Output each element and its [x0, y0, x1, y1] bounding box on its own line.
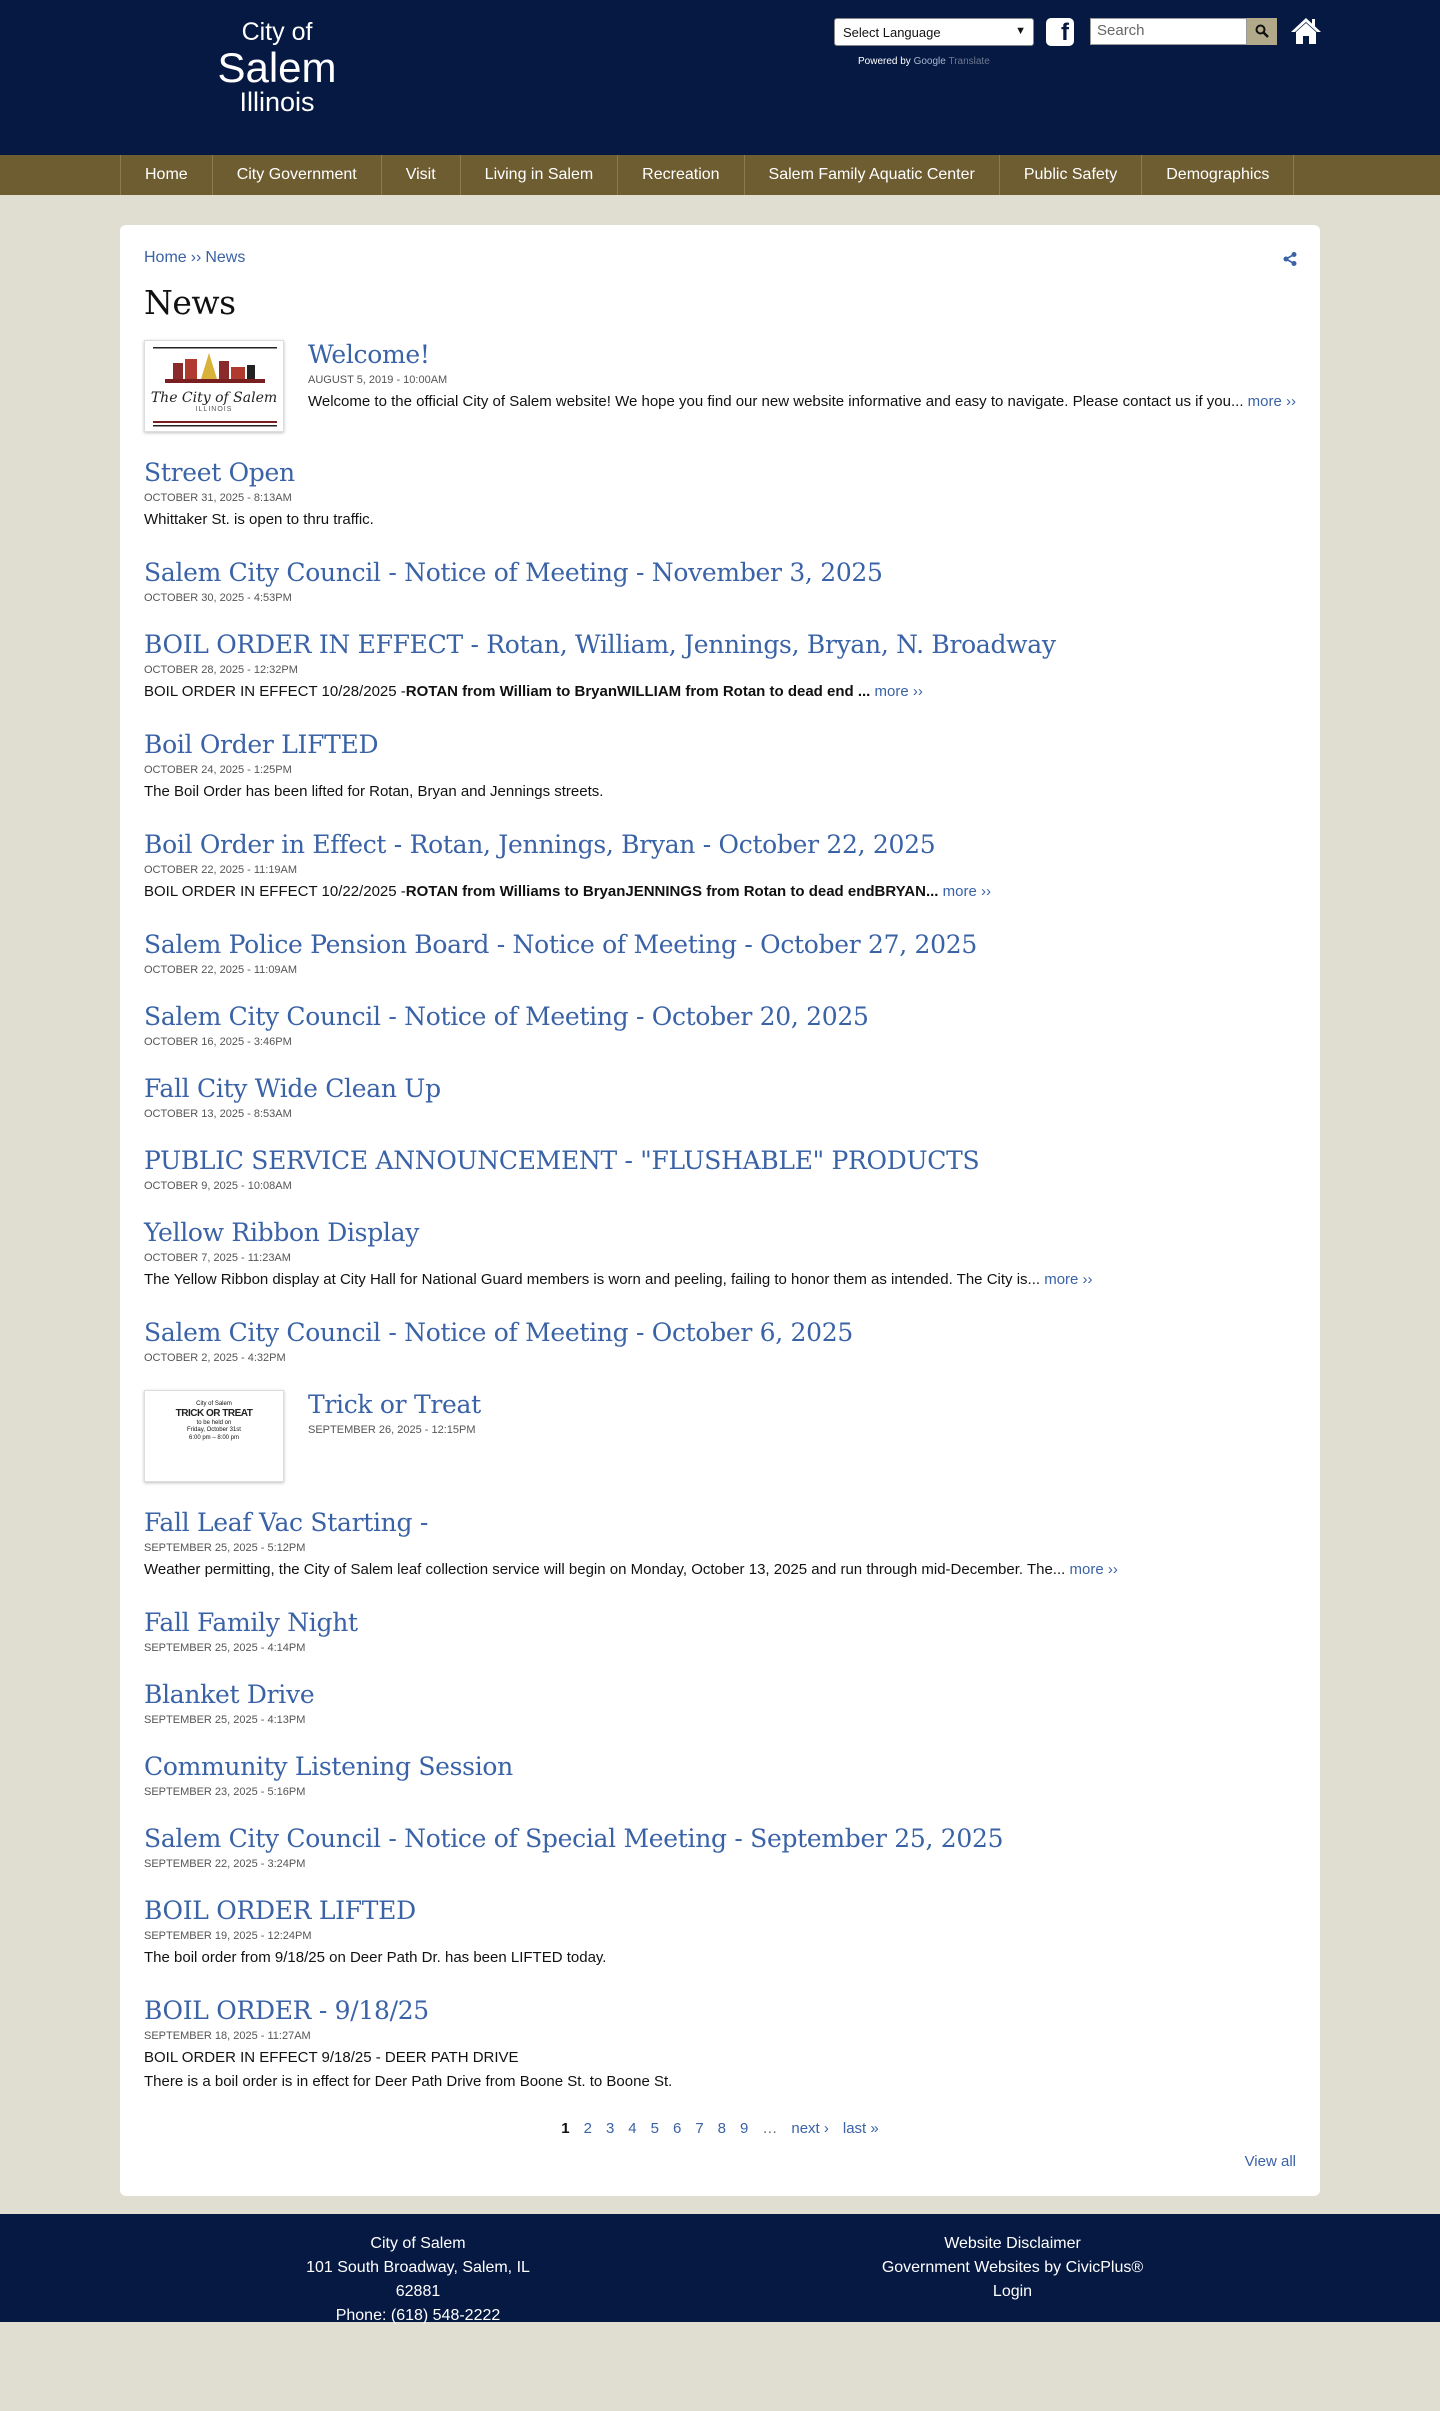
- news-title-link[interactable]: Salem City Council - Notice of Meeting - October 20, 2025: [144, 1002, 869, 1031]
- news-item: [144, 1680, 1296, 1726]
- thumb-caption: The City of Salem: [150, 390, 278, 406]
- news-content: [144, 1752, 1296, 1798]
- news-date: OCTOBER 22, 2025 - 11:19AM: [144, 864, 298, 876]
- news-content: [308, 340, 1296, 432]
- facebook-icon[interactable]: f: [1046, 18, 1074, 46]
- read-more-link[interactable]: more ››: [874, 683, 923, 700]
- thumb-line: Friday, October 31st: [187, 1427, 241, 1434]
- news-content: [144, 1608, 1296, 1654]
- thumb-subcaption: ILLINOIS: [195, 406, 233, 413]
- news-summary: [144, 880, 1296, 904]
- news-title-link[interactable]: Salem City Council - Notice of Meeting - October 6, 2025: [144, 1318, 853, 1347]
- news-content: [144, 1074, 1296, 1120]
- pager-page-link[interactable]: 7: [695, 2120, 704, 2137]
- news-date: OCTOBER 24, 2025 - 1:25PM: [144, 764, 292, 776]
- thumb-line: City of Salem: [196, 1401, 232, 1407]
- news-summary-text: Welcome to the official City of Salem website! We hope you find our new website informative and easy to navigate. Please contact us if you...: [308, 393, 1244, 410]
- nav-item[interactable]: Living in Salem: [461, 155, 619, 195]
- news-item: [144, 1896, 1296, 1970]
- breadcrumb-home[interactable]: Home: [144, 249, 187, 266]
- news-title-link[interactable]: Fall City Wide Clean Up: [144, 1074, 441, 1103]
- footer-links: [860, 2232, 1165, 2304]
- news-date: SEPTEMBER 25, 2025 - 5:12PM: [144, 1542, 306, 1554]
- news-summary: [144, 1558, 1296, 1582]
- news-item: [144, 830, 1296, 904]
- news-summary-text: The boil order from 9/18/25 on Deer Path Dr. has been LIFTED today.: [144, 1949, 607, 1966]
- logo-line-salem: Salem: [217, 44, 337, 91]
- news-item: [144, 458, 1296, 532]
- news-content: [144, 1002, 1296, 1048]
- nav-item[interactable]: Salem Family Aquatic Center: [745, 155, 1000, 195]
- home-icon[interactable]: [1290, 16, 1322, 46]
- news-title-link[interactable]: Salem City Council - Notice of Meeting - November 3, 2025: [144, 558, 883, 587]
- pager-current-page: 1: [561, 2120, 570, 2137]
- news-item: [144, 1146, 1296, 1192]
- nav-item[interactable]: Public Safety: [1000, 155, 1142, 195]
- footer-contact: [282, 2232, 554, 2328]
- pager-last-link[interactable]: last »: [842, 2120, 879, 2137]
- nav-item[interactable]: Demographics: [1142, 155, 1294, 195]
- news-date: OCTOBER 16, 2025 - 3:46PM: [144, 1036, 292, 1048]
- news-content: [144, 1896, 1296, 1970]
- breadcrumb-news[interactable]: News: [205, 249, 246, 266]
- news-content: [144, 1146, 1296, 1192]
- news-content: [144, 630, 1296, 704]
- news-item: [144, 930, 1296, 976]
- site-logo[interactable]: [212, 20, 342, 116]
- news-content: [144, 1218, 1296, 1292]
- news-content: [144, 1824, 1296, 1870]
- news-summary-text: Whittaker St. is open to thru traffic.: [144, 511, 374, 528]
- pager-page-link[interactable]: 2: [583, 2120, 592, 2137]
- news-content: [144, 1680, 1296, 1726]
- news-title-link[interactable]: Community Listening Session: [144, 1752, 513, 1781]
- news-title-link[interactable]: Street Open: [144, 458, 295, 487]
- news-date: OCTOBER 31, 2025 - 8:13AM: [144, 492, 292, 504]
- news-summary-text: BOIL ORDER IN EFFECT 10/28/2025 -: [144, 683, 406, 700]
- news-content: [144, 458, 1296, 532]
- read-more-link[interactable]: more ››: [942, 883, 991, 900]
- search-icon: [1255, 24, 1269, 38]
- footer-phone: Phone: (618) 548-2222: [335, 2307, 501, 2324]
- news-item: [144, 630, 1296, 704]
- pager-page-link[interactable]: 6: [672, 2120, 682, 2137]
- news-summary-text: The Yellow Ribbon display at City Hall for National Guard members is worn and peeling, failing to honor them as intended. The City is...: [144, 1271, 1041, 1288]
- nav-item[interactable]: Recreation: [618, 155, 744, 195]
- news-date: SEPTEMBER 25, 2025 - 4:14PM: [144, 1642, 306, 1654]
- pager-page-link[interactable]: 5: [650, 2120, 659, 2137]
- news-item: [144, 730, 1296, 804]
- search-placeholder: Search: [1097, 22, 1145, 39]
- pagination: [144, 2120, 1296, 2137]
- civicplus-link[interactable]: Government Websites by CivicPlus®: [881, 2259, 1144, 2276]
- logo-line-illinois: Illinois: [239, 87, 315, 117]
- news-date: SEPTEMBER 19, 2025 - 12:24PM: [144, 1930, 312, 1942]
- login-link[interactable]: Login: [992, 2283, 1033, 2300]
- news-title-link[interactable]: BOIL ORDER IN EFFECT - Rotan, William, Jennings, Bryan, N. Broadway: [144, 630, 1056, 659]
- pager-ellipsis: …: [762, 2120, 778, 2137]
- news-item: [144, 558, 1296, 604]
- pager-page-link[interactable]: 4: [628, 2120, 637, 2137]
- share-icon[interactable]: [1282, 251, 1298, 267]
- news-title-link[interactable]: Fall Family Night: [144, 1608, 358, 1637]
- main-nav: [0, 155, 1440, 195]
- news-content: [144, 830, 1296, 904]
- news-list: [144, 340, 1296, 2094]
- news-date: AUGUST 5, 2019 - 10:00AM: [308, 374, 448, 386]
- news-content: [144, 1996, 1296, 2094]
- news-summary-line2: There is a boil order is in effect for Deer Path Drive from Boone St. to Boone St.: [144, 2073, 673, 2090]
- thumb-line: TRICK OR TREAT: [175, 1408, 253, 1420]
- news-date: OCTOBER 13, 2025 - 8:53AM: [144, 1108, 292, 1120]
- view-all-wrap: [144, 2153, 1296, 2170]
- news-item: [144, 1824, 1296, 1870]
- news-item: [144, 1608, 1296, 1654]
- news-content: [144, 1508, 1296, 1582]
- news-summary-text: The Boil Order has been lifted for Rotan, Bryan and Jennings streets.: [144, 783, 604, 800]
- news-content: [144, 930, 1296, 976]
- news-item: [144, 1996, 1296, 2094]
- news-thumbnail[interactable]: [144, 340, 284, 432]
- news-summary-text: BOIL ORDER IN EFFECT 9/18/25 - DEER PATH DRIVE: [144, 2049, 519, 2066]
- news-summary-text: BOIL ORDER IN EFFECT 10/22/2025 -: [144, 883, 406, 900]
- read-more-link[interactable]: more ››: [1247, 393, 1297, 410]
- language-select-value: Select Language: [843, 25, 941, 40]
- city-skyline-image: [145, 341, 284, 432]
- news-thumbnail[interactable]: [144, 1390, 284, 1482]
- news-item: [144, 1318, 1296, 1364]
- news-title-link[interactable]: BOIL ORDER - 9/18/25: [144, 1996, 429, 2025]
- read-more-link[interactable]: more ››: [1069, 1561, 1118, 1578]
- news-content: [308, 1390, 481, 1482]
- news-title-link[interactable]: Welcome!: [308, 340, 430, 369]
- news-summary: [308, 390, 1296, 414]
- chevron-down-icon: ▼: [1015, 25, 1026, 37]
- news-title-link[interactable]: Salem City Council - Notice of Special Meeting - September 25, 2025: [144, 1824, 1004, 1853]
- thumb-line: 6:00 pm – 8:00 pm: [188, 1434, 240, 1441]
- news-summary: [144, 780, 1296, 804]
- news-content: [144, 730, 1296, 804]
- breadcrumb: [144, 249, 1296, 269]
- news-title-link[interactable]: BOIL ORDER LIFTED: [144, 1896, 416, 1925]
- news-title-link[interactable]: Boil Order LIFTED: [144, 730, 379, 759]
- breadcrumb-separator: ››: [190, 249, 202, 266]
- news-summary: [144, 1268, 1296, 1292]
- news-date: OCTOBER 28, 2025 - 12:32PM: [144, 664, 298, 676]
- search-button[interactable]: [1247, 18, 1277, 45]
- news-title-link[interactable]: PUBLIC SERVICE ANNOUNCEMENT - "FLUSHABLE" PRODUCTS: [144, 1146, 980, 1175]
- footer-bottom-strip: [0, 2322, 1440, 2330]
- powered-by-google-translate: [858, 56, 990, 67]
- news-item: [144, 1752, 1296, 1798]
- news-title-link[interactable]: Yellow Ribbon Display: [144, 1218, 420, 1247]
- view-all-link[interactable]: View all: [1244, 2153, 1296, 2170]
- news-date: SEPTEMBER 22, 2025 - 3:24PM: [144, 1858, 306, 1870]
- news-date: OCTOBER 22, 2025 - 11:09AM: [144, 964, 298, 976]
- news-card: [120, 225, 1320, 2196]
- nav-item[interactable]: Visit: [382, 155, 461, 195]
- website-disclaimer-link[interactable]: Website Disclaimer: [944, 2235, 1081, 2252]
- news-item: [144, 1074, 1296, 1120]
- news-title-link[interactable]: Salem Police Pension Board - Notice of Meeting - October 27, 2025: [144, 930, 977, 959]
- news-content: [144, 558, 1296, 604]
- news-content: [144, 1318, 1296, 1364]
- main-content: [0, 195, 1440, 2214]
- news-item: [144, 340, 1296, 432]
- search-input[interactable]: [1090, 18, 1247, 45]
- news-date: SEPTEMBER 25, 2025 - 4:13PM: [144, 1714, 306, 1726]
- news-summary-bold: ROTAN from William to BryanWILLIAM from Rotan to dead end ...: [405, 683, 871, 700]
- thumb-line: to be held on: [196, 1420, 232, 1427]
- news-title-link[interactable]: Trick or Treat: [308, 1390, 481, 1419]
- read-more-link[interactable]: more ››: [1044, 1271, 1093, 1288]
- news-date: OCTOBER 7, 2025 - 11:23AM: [144, 1252, 291, 1264]
- news-date: SEPTEMBER 18, 2025 - 11:27AM: [144, 2030, 311, 2042]
- site-footer: [0, 2214, 1440, 2322]
- news-summary: [144, 680, 1296, 704]
- language-select[interactable]: [834, 18, 1034, 46]
- news-summary-text: Weather permitting, the City of Salem leaf collection service will begin on Monday, October 13, 2025 and run through mid-December. The...: [144, 1561, 1066, 1578]
- news-date: SEPTEMBER 23, 2025 - 5:16PM: [144, 1786, 306, 1798]
- translate-link[interactable]: Translate: [948, 56, 990, 67]
- news-summary-bold: ROTAN from Williams to BryanJENNINGS from Rotan to dead endBRYAN...: [405, 883, 939, 900]
- google-wordmark: Google: [913, 56, 946, 67]
- news-item: [144, 1508, 1296, 1582]
- powered-by-label: Powered by: [858, 56, 911, 67]
- nav-item[interactable]: City Government: [213, 155, 382, 195]
- news-date: OCTOBER 9, 2025 - 10:08AM: [144, 1180, 292, 1192]
- pager-page-link[interactable]: 8: [717, 2120, 727, 2137]
- news-summary: [144, 508, 1296, 532]
- pager-next-link[interactable]: next ›: [791, 2120, 829, 2137]
- page-title: News: [144, 283, 236, 322]
- news-title-link[interactable]: Boil Order in Effect - Rotan, Jennings, Bryan - October 22, 2025: [144, 830, 936, 859]
- news-summary: [144, 2046, 1296, 2070]
- news-item: [144, 1390, 1296, 1482]
- news-date: SEPTEMBER 26, 2025 - 12:15PM: [308, 1424, 476, 1436]
- nav-item[interactable]: Home: [121, 155, 213, 195]
- news-date: OCTOBER 2, 2025 - 4:32PM: [144, 1352, 286, 1364]
- news-summary: [144, 1946, 1296, 1970]
- footer-address: 101 South Broadway, Salem, IL 62881: [306, 2259, 530, 2300]
- main-nav-list: [120, 155, 1294, 195]
- news-item: [144, 1218, 1296, 1292]
- news-title-link[interactable]: Fall Leaf Vac Starting -: [144, 1508, 428, 1537]
- footer-city-name: City of Salem: [370, 2235, 466, 2252]
- logo-line-city-of: City of: [241, 18, 313, 46]
- pager-page-link[interactable]: 9: [740, 2120, 749, 2137]
- site-header: [0, 0, 1440, 155]
- news-date: OCTOBER 30, 2025 - 4:53PM: [144, 592, 292, 604]
- news-title-link[interactable]: Blanket Drive: [144, 1680, 315, 1709]
- pager-page-link[interactable]: 3: [605, 2120, 615, 2137]
- news-item: [144, 1002, 1296, 1048]
